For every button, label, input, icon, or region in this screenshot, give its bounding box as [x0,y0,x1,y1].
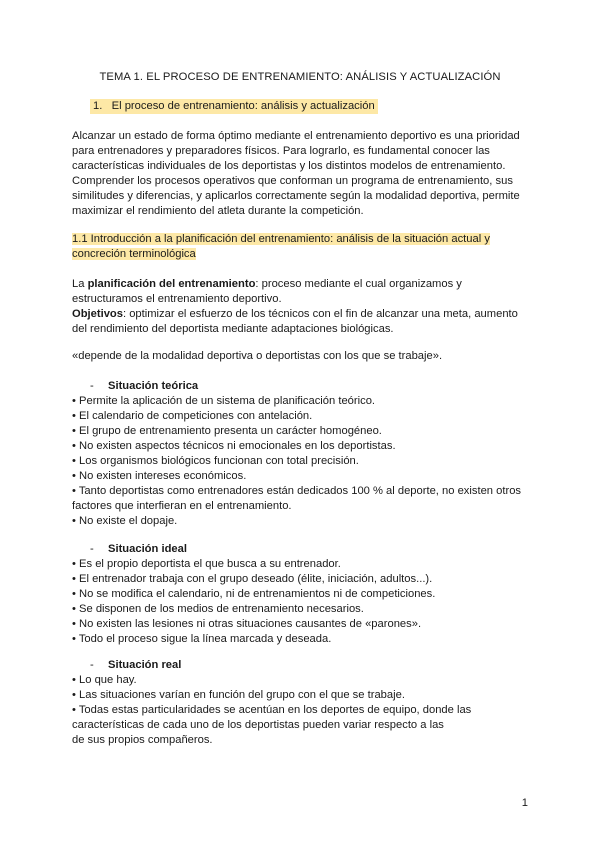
dash-bullet: - [90,543,94,555]
list-item: de sus propios compañeros. [72,734,213,746]
plan-prefix: La [72,278,88,290]
situacion-teorica-heading [90,379,198,394]
list-item: • No existen intereses económicos. [72,470,247,482]
list-item: • Permite la aplicación de un sistema de planificación teórico. [72,395,376,407]
section-1-1-heading [72,232,532,262]
depende-quote: «depende de la modalidad deportiva o deportistas con los que se trabaje». [72,350,443,362]
situacion-real-heading [90,658,181,673]
planificacion-paragraph [72,277,532,337]
document-title: TEMA 1. EL PROCESO DE ENTRENAMIENTO: ANÁLISIS Y ACTUALIZACIÓN [99,71,501,83]
situacion-teorica-label: Situación teórica [108,380,199,392]
situacion-ideal-list [72,557,532,647]
plan-definition: : proceso mediante el cual organizamos y estructuramos el entrenamiento deportivo. [72,278,462,305]
situacion-real-label: Situación real [108,659,182,671]
situacion-teorica-list [72,394,532,529]
plan-term: planificación del entrenamiento [87,278,256,290]
list-item: • El calendario de competiciones con antelación. [72,410,313,422]
list-item: • El grupo de entrenamiento presenta un carácter homogéneo. [72,425,382,437]
list-item: • Tanto deportistas como entrenadores están dedicados 100 % al deporte, no existen otros factores que interfieran en el entrenamiento. [72,485,522,512]
list-item: • Los organismos biológicos funcionan con total precisión. [72,455,359,467]
objetivos-term: Objetivos [72,308,123,320]
list-item: • El entrenador trabaja con el grupo deseado (élite, iniciación, adultos...). [72,573,433,585]
section-1-1-highlight: 1.1 Introducción a la planificación del entrenamiento: análisis de la situación actual y concreción terminológica [72,233,490,260]
list-item: • Todo el proceso sigue la línea marcada y deseada. [72,633,332,645]
section-1-highlight: 1. El proceso de entrenamiento: análisis y actualización [90,99,378,114]
list-item: • No se modifica el calendario, ni de entrenamientos ni de competiciones. [72,588,436,600]
list-item: características de cada uno de los deportistas pueden variar respecto a las [72,719,444,731]
situacion-real-list [72,673,532,748]
list-item: • Lo que hay. [72,674,137,686]
list-item: • Es el propio deportista el que busca a su entrenador. [72,558,341,570]
intro-paragraph: Alcanzar un estado de forma óptimo mediante el entrenamiento deportivo es una prioridad para entrenadores y preparadores físicos. Para lograrlo, es fundamental conocer las características individuales de los deportistas y los distintos modelos de entrenamiento. Comprender los procesos operativos que conforman un programa de entrenamiento, sus similitudes y diferencias, y aplicarlos correctamente según la modalidad deportiva, permite maximizar el rendimiento del atleta durante la competición. [72,130,520,217]
page-number: 1 [521,797,528,809]
list-item: • No existen las lesiones ni otras situaciones causantes de «parones». [72,618,422,630]
dash-bullet: - [90,659,94,671]
dash-bullet: - [90,380,94,392]
list-item: • Las situaciones varían en función del grupo con el que se trabaje. [72,689,405,701]
list-item: • No existen aspectos técnicos ni emocionales en los deportistas. [72,440,396,452]
situacion-ideal-label: Situación ideal [108,543,187,555]
list-item: • Todas estas particularidades se acentúan en los deportes de equipo, donde las [72,704,472,716]
section-1-heading [90,99,378,114]
list-item: • No existe el dopaje. [72,515,178,527]
list-item: • Se disponen de los medios de entrenamiento necesarios. [72,603,364,615]
objetivos-definition: : optimizar el esfuerzo de los técnicos con el fin de alcanzar una meta, aumento del rendimiento del deportista mediante adaptaciones biológicas. [72,308,518,335]
situacion-ideal-heading [90,542,187,557]
